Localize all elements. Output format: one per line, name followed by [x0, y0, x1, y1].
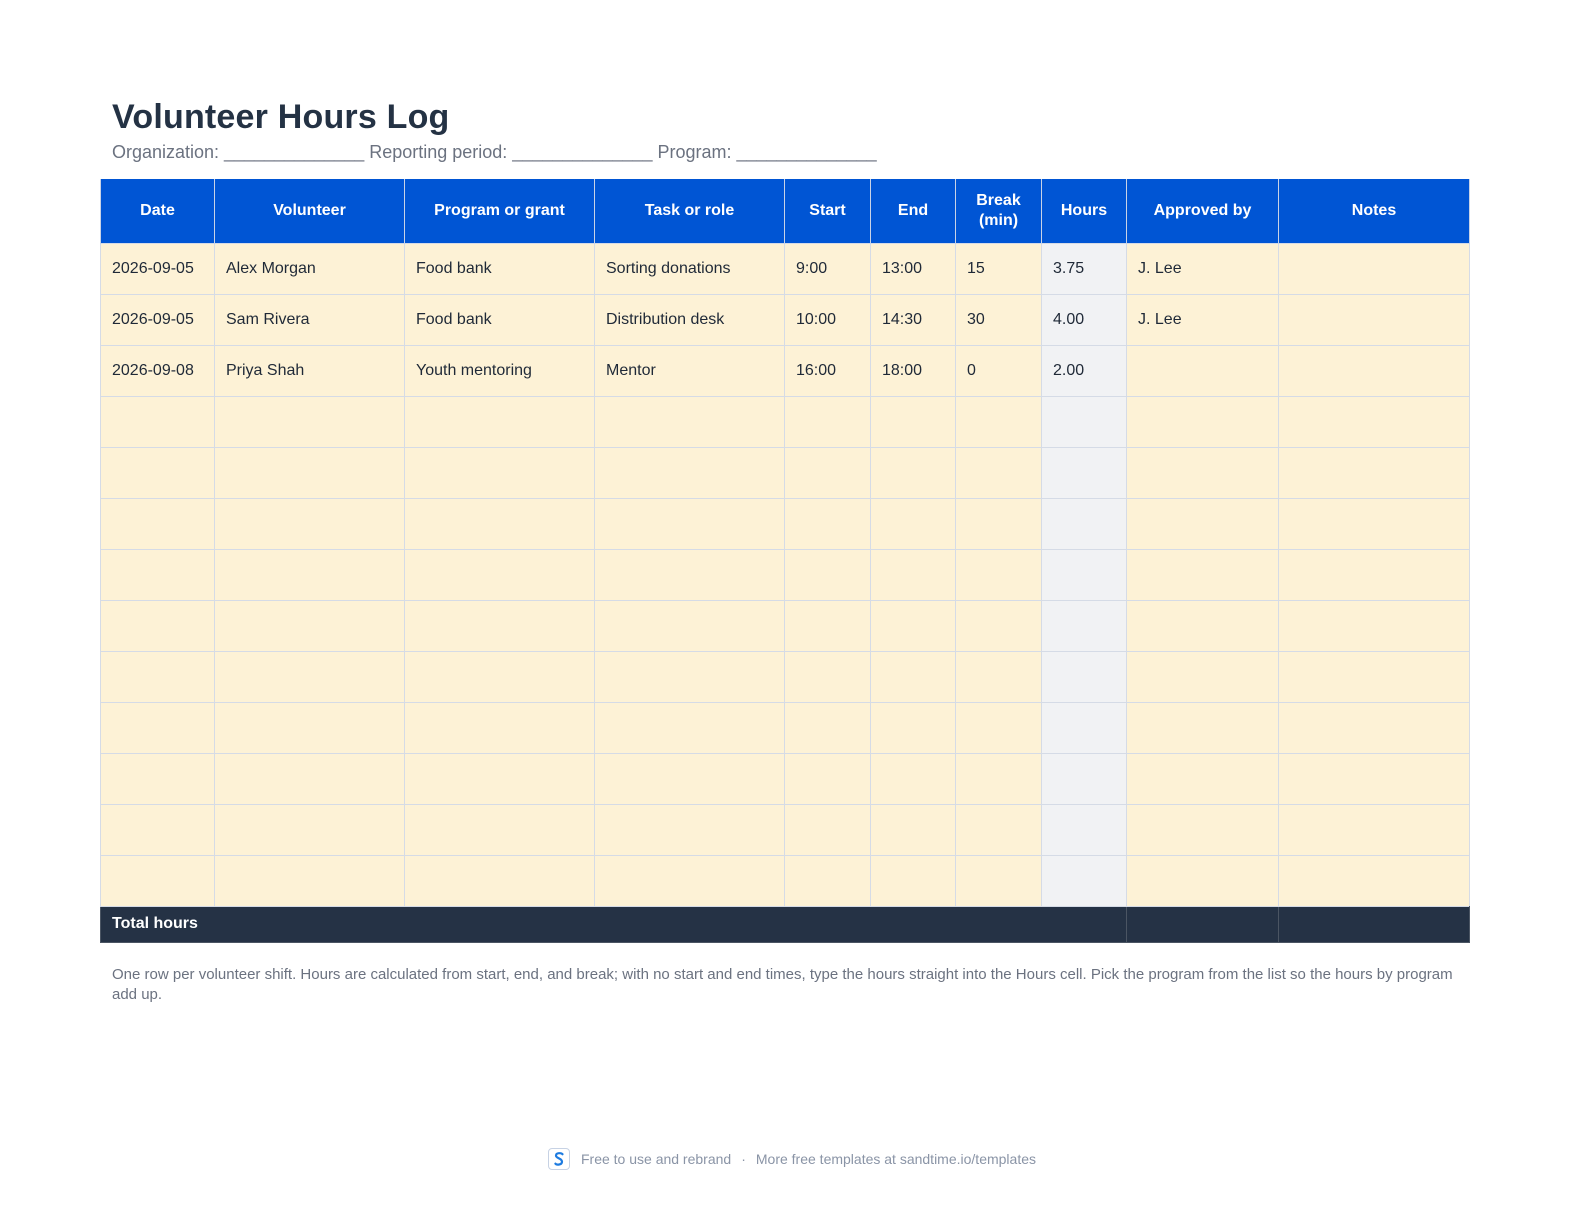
- cell-hours[interactable]: [1042, 855, 1127, 906]
- table-row: [101, 447, 1470, 498]
- header-hours: Hours: [1042, 179, 1127, 243]
- header-start: Start: [785, 179, 871, 243]
- cell-break[interactable]: [956, 498, 1042, 549]
- cell-notes[interactable]: [1279, 498, 1470, 549]
- table-row: [101, 396, 1470, 447]
- cell-start[interactable]: 16:00: [785, 345, 871, 396]
- cell-notes[interactable]: [1279, 600, 1470, 651]
- cell-approved-by[interactable]: [1127, 651, 1279, 702]
- cell-start[interactable]: [785, 702, 871, 753]
- total-cell[interactable]: [1127, 906, 1279, 942]
- cell-break[interactable]: [956, 855, 1042, 906]
- cell-hours[interactable]: [1042, 804, 1127, 855]
- cell-end[interactable]: [871, 855, 956, 906]
- table-header-row: [101, 179, 1470, 243]
- cell-start[interactable]: [785, 855, 871, 906]
- cell-task[interactable]: Sorting donations: [595, 243, 785, 294]
- cell-volunteer[interactable]: Alex Morgan: [215, 243, 405, 294]
- cell-end[interactable]: [871, 447, 956, 498]
- cell-volunteer[interactable]: [215, 396, 405, 447]
- cell-notes[interactable]: [1279, 753, 1470, 804]
- cell-task[interactable]: [595, 651, 785, 702]
- cell-program[interactable]: Food bank: [405, 294, 595, 345]
- cell-date[interactable]: [101, 753, 215, 804]
- cell-program[interactable]: [405, 549, 595, 600]
- cell-task[interactable]: [595, 549, 785, 600]
- total-row: [101, 906, 1470, 942]
- cell-program[interactable]: [405, 498, 595, 549]
- cell-volunteer[interactable]: [215, 549, 405, 600]
- cell-hours[interactable]: [1042, 549, 1127, 600]
- total-cell[interactable]: [1279, 906, 1470, 942]
- cell-task[interactable]: Mentor: [595, 345, 785, 396]
- cell-hours[interactable]: [1042, 753, 1127, 804]
- table-row: [101, 855, 1470, 906]
- cell-date[interactable]: 2026-09-05: [101, 243, 215, 294]
- cell-date[interactable]: [101, 855, 215, 906]
- cell-approved-by[interactable]: [1127, 498, 1279, 549]
- cell-task[interactable]: [595, 396, 785, 447]
- cell-volunteer[interactable]: Sam Rivera: [215, 294, 405, 345]
- cell-task[interactable]: [595, 702, 785, 753]
- cell-hours[interactable]: [1042, 447, 1127, 498]
- cell-notes[interactable]: [1279, 651, 1470, 702]
- cell-hours[interactable]: [1042, 498, 1127, 549]
- cell-volunteer[interactable]: [215, 651, 405, 702]
- cell-date[interactable]: [101, 498, 215, 549]
- cell-break[interactable]: [956, 600, 1042, 651]
- header-date: Date: [101, 179, 215, 243]
- cell-volunteer[interactable]: [215, 753, 405, 804]
- meta-fields-line: Organization: ______________ Reporting period: ______________ Program: ______________: [112, 142, 877, 162]
- table-row: [101, 294, 1470, 345]
- cell-notes[interactable]: [1279, 549, 1470, 600]
- header-program: Program or grant: [405, 179, 595, 243]
- cell-end[interactable]: [871, 702, 956, 753]
- cell-end[interactable]: [871, 498, 956, 549]
- table-row: [101, 498, 1470, 549]
- cell-date[interactable]: 2026-09-05: [101, 294, 215, 345]
- cell-start[interactable]: [785, 447, 871, 498]
- cell-task[interactable]: [595, 753, 785, 804]
- header-notes: Notes: [1279, 179, 1470, 243]
- cell-notes[interactable]: [1279, 243, 1470, 294]
- cell-break[interactable]: [956, 804, 1042, 855]
- cell-hours[interactable]: [1042, 600, 1127, 651]
- cell-end[interactable]: 18:00: [871, 345, 956, 396]
- cell-program[interactable]: [405, 600, 595, 651]
- cell-hours[interactable]: 4.00: [1042, 294, 1127, 345]
- cell-hours[interactable]: [1042, 651, 1127, 702]
- header-volunteer: Volunteer: [215, 179, 405, 243]
- cell-program[interactable]: Food bank: [405, 243, 595, 294]
- cell-volunteer[interactable]: [215, 498, 405, 549]
- table-row: [101, 651, 1470, 702]
- cell-hours[interactable]: [1042, 702, 1127, 753]
- cell-approved-by[interactable]: [1127, 753, 1279, 804]
- table-row: [101, 804, 1470, 855]
- cell-notes[interactable]: [1279, 447, 1470, 498]
- cell-start[interactable]: [785, 396, 871, 447]
- footer-text-rebrand: Free to use and rebrand: [580, 1151, 732, 1167]
- cell-approved-by[interactable]: [1127, 447, 1279, 498]
- sandtime-logo-icon: [548, 1148, 570, 1170]
- cell-task[interactable]: [595, 498, 785, 549]
- cell-break[interactable]: [956, 702, 1042, 753]
- cell-task[interactable]: Distribution desk: [595, 294, 785, 345]
- cell-program[interactable]: [405, 447, 595, 498]
- cell-hours[interactable]: 3.75: [1042, 243, 1127, 294]
- cell-end[interactable]: 13:00: [871, 243, 956, 294]
- cell-break[interactable]: 30: [956, 294, 1042, 345]
- cell-hours[interactable]: [1042, 396, 1127, 447]
- cell-program[interactable]: [405, 702, 595, 753]
- cell-program[interactable]: [405, 855, 595, 906]
- header-approved-by: Approved by: [1127, 179, 1279, 243]
- cell-break[interactable]: 0: [956, 345, 1042, 396]
- total-label: Total hours: [101, 906, 1127, 942]
- cell-volunteer[interactable]: [215, 702, 405, 753]
- cell-volunteer[interactable]: Priya Shah: [215, 345, 405, 396]
- header-break: [956, 179, 1042, 243]
- cell-end[interactable]: [871, 651, 956, 702]
- table-row: [101, 702, 1470, 753]
- cell-task[interactable]: [595, 600, 785, 651]
- cell-end[interactable]: [871, 600, 956, 651]
- cell-program[interactable]: [405, 804, 595, 855]
- header-break-label: Break (min): [976, 191, 1021, 229]
- footer: [0, 1148, 1584, 1170]
- cell-break[interactable]: [956, 549, 1042, 600]
- cell-notes[interactable]: [1279, 702, 1470, 753]
- cell-break[interactable]: [956, 447, 1042, 498]
- cell-date[interactable]: [101, 396, 215, 447]
- cell-notes[interactable]: [1279, 294, 1470, 345]
- cell-end[interactable]: [871, 804, 956, 855]
- cell-start[interactable]: 9:00: [785, 243, 871, 294]
- cell-start[interactable]: [785, 549, 871, 600]
- table-body: [101, 243, 1470, 906]
- sandtime-logo-glyph: [552, 1151, 566, 1167]
- cell-volunteer[interactable]: [215, 855, 405, 906]
- header-task: Task or role: [595, 179, 785, 243]
- cell-notes[interactable]: [1279, 396, 1470, 447]
- cell-approved-by[interactable]: [1127, 855, 1279, 906]
- cell-task[interactable]: [595, 447, 785, 498]
- cell-date[interactable]: [101, 804, 215, 855]
- table-row: [101, 753, 1470, 804]
- cell-approved-by[interactable]: J. Lee: [1127, 243, 1279, 294]
- cell-hours[interactable]: 2.00: [1042, 345, 1127, 396]
- cell-program[interactable]: [405, 651, 595, 702]
- hours-log-table: [100, 179, 1470, 943]
- cell-date[interactable]: 2026-09-08: [101, 345, 215, 396]
- cell-approved-by[interactable]: [1127, 804, 1279, 855]
- cell-start[interactable]: [785, 600, 871, 651]
- cell-start[interactable]: [785, 753, 871, 804]
- cell-approved-by[interactable]: [1127, 345, 1279, 396]
- cell-date[interactable]: [101, 447, 215, 498]
- table-row: [101, 345, 1470, 396]
- cell-start[interactable]: [785, 498, 871, 549]
- table-row: [101, 600, 1470, 651]
- cell-notes[interactable]: [1279, 804, 1470, 855]
- table-row: [101, 549, 1470, 600]
- cell-date[interactable]: [101, 702, 215, 753]
- cell-approved-by[interactable]: [1127, 396, 1279, 447]
- cell-break[interactable]: [956, 651, 1042, 702]
- cell-volunteer[interactable]: [215, 804, 405, 855]
- cell-approved-by[interactable]: J. Lee: [1127, 294, 1279, 345]
- cell-end[interactable]: [871, 753, 956, 804]
- cell-date[interactable]: [101, 651, 215, 702]
- footer-separator: ·: [741, 1151, 746, 1167]
- cell-notes[interactable]: [1279, 345, 1470, 396]
- cell-program[interactable]: [405, 753, 595, 804]
- table-row: [101, 243, 1470, 294]
- cell-approved-by[interactable]: [1127, 549, 1279, 600]
- cell-approved-by[interactable]: [1127, 600, 1279, 651]
- cell-start[interactable]: [785, 651, 871, 702]
- cell-break[interactable]: [956, 396, 1042, 447]
- cell-end[interactable]: 14:30: [871, 294, 956, 345]
- cell-start[interactable]: [785, 804, 871, 855]
- cell-task[interactable]: [595, 855, 785, 906]
- instructions-note: One row per volunteer shift. Hours are calculated from start, end, and break; with no start and end times, type the hours straight into the Hours cell. Pick the program from the list so the hours by program add up.: [112, 966, 1453, 1003]
- cell-break[interactable]: [956, 753, 1042, 804]
- cell-task[interactable]: [595, 804, 785, 855]
- cell-date[interactable]: [101, 549, 215, 600]
- page-title: Volunteer Hours Log: [112, 98, 450, 136]
- header-end: End: [871, 179, 956, 243]
- cell-program[interactable]: [405, 396, 595, 447]
- footer-link-templates[interactable]: More free templates at sandtime.io/templates: [755, 1151, 1037, 1167]
- cell-notes[interactable]: [1279, 855, 1470, 906]
- cell-end[interactable]: [871, 396, 956, 447]
- cell-break[interactable]: 15: [956, 243, 1042, 294]
- cell-start[interactable]: 10:00: [785, 294, 871, 345]
- cell-program[interactable]: Youth mentoring: [405, 345, 595, 396]
- cell-volunteer[interactable]: [215, 600, 405, 651]
- cell-date[interactable]: [101, 600, 215, 651]
- cell-volunteer[interactable]: [215, 447, 405, 498]
- cell-approved-by[interactable]: [1127, 702, 1279, 753]
- cell-end[interactable]: [871, 549, 956, 600]
